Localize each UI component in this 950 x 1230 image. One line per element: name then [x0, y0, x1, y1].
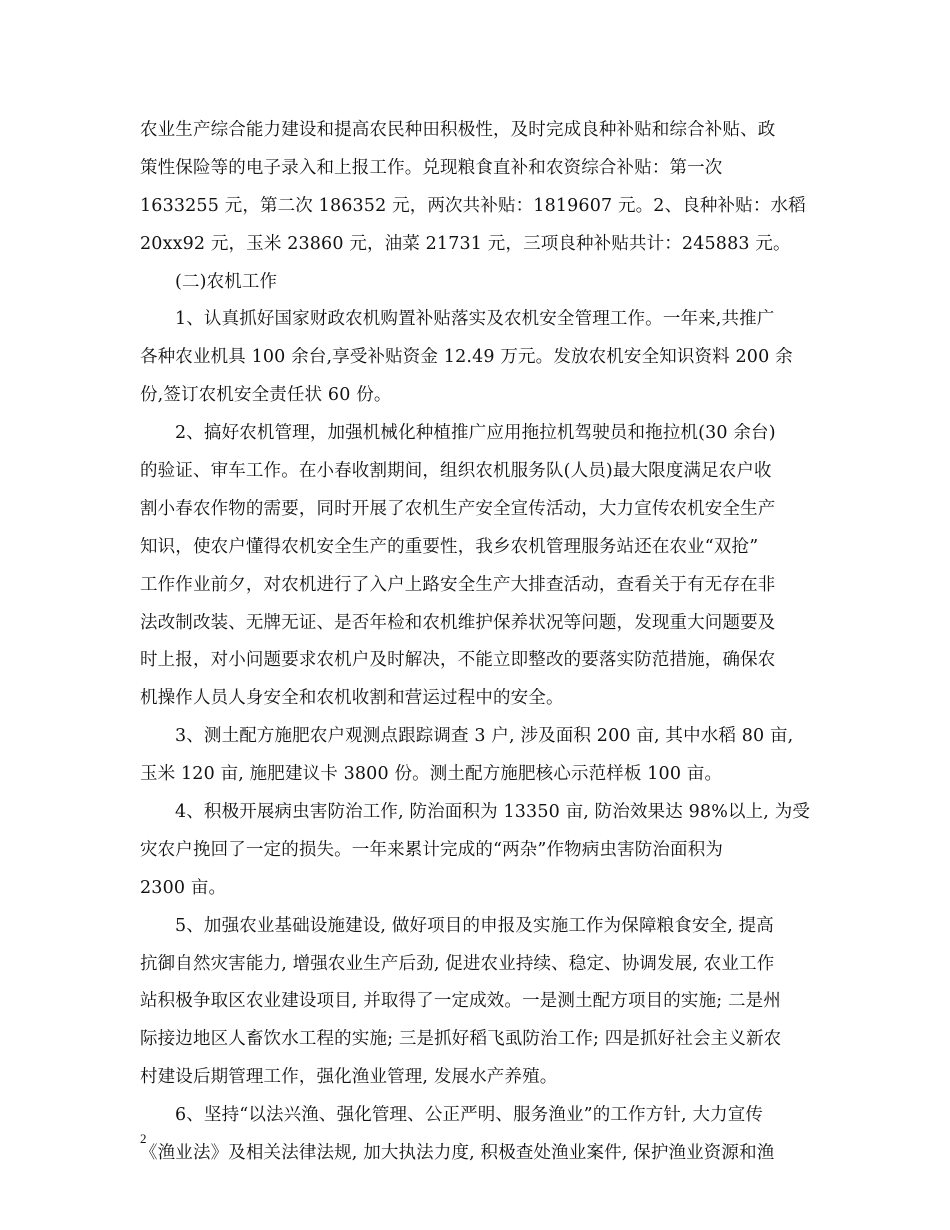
text-line: 机操作人员人身安全和农机收割和营运过程中的安全。	[140, 688, 564, 709]
text-line: 站积极争取区农业建设项目, 并取得了一定成效。一是测土配方项目的实施; 二是州	[140, 991, 781, 1012]
paragraph-start: 2、搞好农机管理，加强机械化种植推广应用拖拉机驾驶员和拖拉机(30 余台)	[175, 423, 776, 444]
text-line: 际接边地区人畜饮水工程的实施; 三是抓好稻飞虱防治工作; 四是抓好社会主义新农	[140, 1029, 782, 1050]
text-line: 1633255 元，第二次 186352 元，两次共补贴：1819607 元。2、良种补贴：水稻	[140, 195, 806, 216]
text-line: 《渔业法》及相关法律法规, 加大执法力度, 积极查处渔业案件, 保护渔业资源和渔	[140, 1143, 775, 1164]
text-line: 玉米 120 亩, 施肥建议卡 3800 份。测土配方施肥核心示范样板 100 亩。	[140, 764, 723, 785]
paragraph-start: 3、测土配方施肥农户观测点跟踪调查 3 户, 涉及面积 200 亩, 其中水稻 80 亩,	[175, 726, 794, 747]
paragraph-start: 5、加强农业基础设施建设, 做好项目的申报及实施工作为保障粮食安全, 提高	[175, 915, 774, 936]
page-number: 2	[140, 1131, 147, 1146]
text-line: 法改制改装、无牌无证、是否年检和农机维护保养状况等问题，发现重大问题要及	[140, 612, 776, 633]
text-line: 各种农业机具 100 余台,享受补贴资金 12.49 万元。发放农机安全知识资料 200 余	[140, 347, 793, 368]
text-line: 割小春农作物的需要，同时开展了农机生产安全宣传活动，大力宣传农机安全生产	[140, 498, 776, 519]
text-line: 份,签订农机安全责任状 60 份。	[140, 385, 392, 406]
paragraph-start: 1、认真抓好国家财政农机购置补贴落实及农机安全管理工作。一年来,共推广	[175, 309, 775, 330]
text-line: 策性保险等的电子录入和上报工作。兑现粮食直补和农资综合补贴：第一次	[140, 157, 723, 178]
text-line: 抗御自然灾害能力, 增强农业生产后劲, 促进农业持续、稳定、协调发展, 农业工作	[140, 953, 775, 974]
document-body	[140, 112, 812, 1173]
text-line: 灾农户挽回了一定的损失。一年来累计完成的“两杂”作物病虫害防治面积为	[140, 839, 723, 860]
paragraph-start: 6、坚持“以法兴渔、强化管理、公正严明、服务渔业”的工作方针, 大力宣传	[175, 1105, 764, 1126]
text-line: 时上报，对小问题要求农机户及时解决，不能立即整改的要落实防范措施，确保农	[140, 650, 776, 671]
text-line: 2300 亩。	[140, 877, 227, 898]
section-heading: (二)农机工作	[175, 271, 278, 292]
text-line: 农业生产综合能力建设和提高农民种田积极性，及时完成良种补贴和综合补贴、政	[140, 120, 776, 140]
text-line: 村建设后期管理工作，强化渔业管理, 发展水产养殖。	[140, 1067, 558, 1088]
text-line: 知识，使农户懂得农机安全生产的重要性，我乡农机管理服务站还在农业“双抢”	[140, 536, 759, 557]
text-line: 工作作业前夕，对农机进行了入户上路安全生产大排查活动，查看关于有无存在非	[140, 574, 776, 595]
paragraph-start: 4、积极开展病虫害防治工作, 防治面积为 13350 亩, 防治效果达 98%以上, 为受	[175, 802, 811, 823]
text-line: 20xx92 元，玉米 23860 元，油菜 21731 元，三项良种补贴共计：245883 元。	[140, 233, 791, 254]
text-line: 的验证、审车工作。在小春收割期间，组织农机服务队(人员)最大限度满足农户收	[140, 461, 772, 482]
